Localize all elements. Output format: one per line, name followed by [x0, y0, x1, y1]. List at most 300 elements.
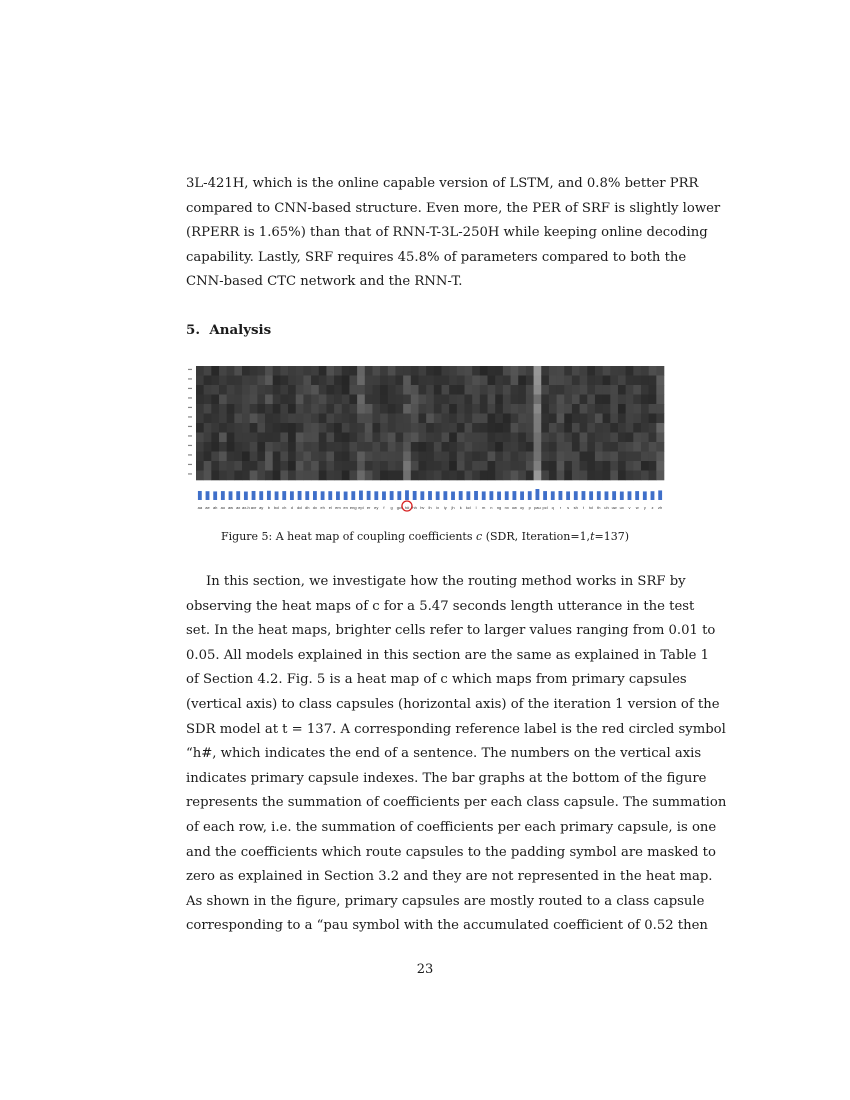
heatmap-cell	[572, 385, 580, 395]
heatmap-cell	[503, 366, 511, 376]
text-line: (vertical axis) to class capsules (horizontal axis) of the iteration 1 version of the	[186, 696, 720, 712]
text-line: In this section, we investigate how the routing method works in SRF by	[206, 574, 686, 589]
heatmap-cell	[610, 452, 618, 462]
heatmap-cell	[641, 452, 649, 462]
sum-bar	[466, 491, 470, 500]
heatmap-cell	[388, 366, 396, 376]
heatmap-cell	[349, 461, 357, 471]
heatmap-cell	[534, 423, 542, 433]
text-line: (RPERR is 1.65%) than that of RNN-T-3L-250H while keeping online decoding	[186, 225, 708, 241]
heatmap-cell	[388, 376, 396, 386]
heatmap-cell	[303, 433, 311, 443]
heatmap-cell	[633, 366, 641, 376]
sum-bars	[198, 489, 662, 500]
heatmap-cell	[196, 385, 204, 395]
heatmap-cell	[488, 433, 496, 443]
sum-bar	[443, 491, 447, 500]
heatmap-cell	[319, 376, 327, 386]
sum-bar	[413, 491, 417, 500]
heatmap-cell	[610, 376, 618, 386]
heatmap-cell	[603, 414, 611, 424]
x-tick-label: bcl	[273, 505, 280, 510]
x-tick-label: dcl	[297, 505, 303, 510]
heatmap-cell	[288, 376, 296, 386]
sum-bar	[351, 491, 355, 500]
heatmap-cell	[603, 461, 611, 471]
sum-bar	[559, 491, 563, 500]
heatmap-cell	[457, 385, 465, 395]
text-line: of Section 4.2. Fig. 5 is a heat map of c which maps from primary capsules	[186, 672, 687, 688]
heatmap-cell	[280, 471, 288, 481]
heatmap-cell	[518, 423, 526, 433]
heatmap-cell	[480, 442, 488, 452]
heatmap-cell	[326, 376, 334, 386]
heatmap-cell	[296, 414, 304, 424]
heatmap-cell	[380, 461, 388, 471]
heatmap-cell	[649, 395, 657, 405]
heatmap-cell	[541, 414, 549, 424]
heatmap-cell	[480, 423, 488, 433]
heatmap-cell	[488, 404, 496, 414]
sum-bar	[612, 491, 616, 500]
heatmap-cell	[434, 395, 442, 405]
heatmap-cell	[449, 433, 457, 443]
heatmap-cell	[633, 423, 641, 433]
heatmap-cell	[457, 414, 465, 424]
heatmap-cell	[204, 376, 212, 386]
heatmap-cell	[296, 404, 304, 414]
heatmap-cell	[204, 385, 212, 395]
x-tick-label: gcl	[396, 505, 402, 510]
heatmap-cell	[365, 452, 373, 462]
sum-bar	[620, 492, 624, 500]
heatmap-cell	[610, 442, 618, 452]
heatmap-cell	[618, 423, 626, 433]
heatmap-cell	[495, 471, 503, 481]
sum-bar	[543, 491, 547, 500]
heatmap-cell	[442, 442, 450, 452]
sum-bar	[459, 491, 463, 500]
heatmap-cell	[534, 376, 542, 386]
heatmap-cell	[311, 471, 319, 481]
heatmap-cell	[418, 385, 426, 395]
heatmap-cell	[557, 461, 565, 471]
heatmap-cell	[426, 385, 434, 395]
text-line: observing the heat maps of c for a 5.47 seconds length utterance in the test	[186, 598, 695, 614]
heatmap-cell	[495, 452, 503, 462]
heatmap-cell	[288, 471, 296, 481]
heatmap-cell	[633, 385, 641, 395]
heatmap-cell	[457, 471, 465, 481]
sum-bar	[229, 491, 233, 500]
heatmap-cell	[641, 414, 649, 424]
caption-prefix: Figure 5: A heat map of coupling coefficients	[221, 530, 473, 543]
heatmap-cell	[296, 461, 304, 471]
heatmap-cell	[196, 433, 204, 443]
x-tick-label: pau	[534, 505, 541, 510]
row-label-mark	[188, 397, 192, 398]
heatmap-cell	[610, 433, 618, 443]
heatmap-cell	[495, 423, 503, 433]
heatmap-cell	[219, 452, 227, 462]
section-heading	[186, 322, 271, 338]
heatmap-cell	[357, 433, 365, 443]
heatmap-cell	[610, 461, 618, 471]
heatmap-cell	[649, 385, 657, 395]
heatmap-cell	[411, 414, 419, 424]
heatmap-cell	[357, 376, 365, 386]
x-tick-label: b	[267, 505, 271, 510]
heatmap-cell	[211, 433, 219, 443]
heatmap-cell	[426, 376, 434, 386]
sum-bar	[605, 491, 609, 500]
heatmap-cell	[442, 385, 450, 395]
heatmap-cell	[211, 404, 219, 414]
heatmap-cell	[557, 366, 565, 376]
heatmap-cell	[426, 471, 434, 481]
heatmap-cell	[265, 452, 273, 462]
heatmap-cell	[334, 423, 342, 433]
heatmap-cell	[549, 414, 557, 424]
heatmap-cell	[227, 452, 235, 462]
heatmap-cell	[204, 442, 212, 452]
heatmap-cell	[411, 433, 419, 443]
row-label-mark	[188, 388, 192, 389]
heatmap-cell	[319, 461, 327, 471]
heatmap-cell	[280, 414, 288, 424]
x-tick-label: q	[551, 505, 554, 510]
heatmap-cell	[649, 414, 657, 424]
heatmap-cell	[587, 385, 595, 395]
heatmap-cell	[273, 414, 281, 424]
heatmap-cell	[549, 395, 557, 405]
heatmap-cell	[334, 385, 342, 395]
heatmap-cell	[242, 376, 250, 386]
heatmap-cell	[564, 376, 572, 386]
heatmap-cell	[296, 452, 304, 462]
heatmap-cell	[349, 414, 357, 424]
heatmap-cell	[587, 414, 595, 424]
heatmap-cell	[288, 385, 296, 395]
heatmap-cell	[526, 376, 534, 386]
heatmap-cell	[388, 471, 396, 481]
heatmap-cell	[495, 404, 503, 414]
heatmap-cell	[488, 442, 496, 452]
heatmap-cell	[564, 433, 572, 443]
x-tick-label: ax-h	[241, 505, 250, 510]
heatmap-cell	[250, 414, 258, 424]
heatmap-cell	[434, 366, 442, 376]
heatmap-cell	[656, 385, 664, 395]
heatmap-cell	[380, 452, 388, 462]
heatmap-cell	[442, 471, 450, 481]
heatmap-cell	[518, 366, 526, 376]
heatmap-cell	[365, 471, 373, 481]
text-line: corresponding to a “pau symbol with the accumulated coefficient of 0.52 then	[186, 918, 708, 934]
heatmap-cell	[480, 452, 488, 462]
heatmap-cell	[641, 433, 649, 443]
heatmap-cell	[572, 366, 580, 376]
heatmap-cell	[534, 366, 542, 376]
heatmap-cell	[465, 452, 473, 462]
heatmap-cell	[495, 385, 503, 395]
sum-bar	[520, 491, 524, 500]
sum-bar	[221, 491, 225, 500]
x-tick-label: d	[290, 505, 294, 510]
heatmap-cell	[541, 471, 549, 481]
sum-bar	[497, 492, 501, 500]
heatmap-cell	[480, 385, 488, 395]
heatmap-cell	[319, 452, 327, 462]
x-tick-label: h#	[404, 505, 410, 510]
heatmap-cell	[595, 461, 603, 471]
heatmap-cell	[610, 395, 618, 405]
heatmap-cell	[580, 442, 588, 452]
heatmap-cell	[656, 404, 664, 414]
heatmap-cell	[442, 366, 450, 376]
heatmap-cell	[388, 385, 396, 395]
heatmap-cell	[656, 366, 664, 376]
heatmap-cell	[372, 404, 380, 414]
heatmap-cell	[603, 395, 611, 405]
heatmap-cell	[288, 461, 296, 471]
heatmap-cell	[580, 423, 588, 433]
heatmap-cell	[434, 471, 442, 481]
heatmap-cell	[442, 452, 450, 462]
heatmap-cell	[196, 471, 204, 481]
sum-bar	[505, 491, 509, 500]
heatmap-cell	[549, 442, 557, 452]
heatmap-cell	[418, 376, 426, 386]
heatmap-cell	[388, 414, 396, 424]
heatmap-cell	[257, 452, 265, 462]
heatmap-cell	[465, 442, 473, 452]
heatmap-cell	[411, 452, 419, 462]
sum-bar	[436, 491, 440, 500]
heatmap-cell	[442, 433, 450, 443]
text-line: of each row, i.e. the summation of coefficients per each primary capsule, is one	[186, 819, 717, 835]
heatmap-cell	[449, 414, 457, 424]
heatmap-cell	[334, 414, 342, 424]
heatmap-cell	[349, 433, 357, 443]
heatmap-cell	[564, 395, 572, 405]
heatmap-cell	[204, 366, 212, 376]
heatmap-cell	[480, 395, 488, 405]
heatmap-cell	[633, 471, 641, 481]
heatmap-cell	[495, 414, 503, 424]
heatmap-cell	[257, 423, 265, 433]
heatmap-cell	[288, 404, 296, 414]
heatmap-cell	[480, 433, 488, 443]
heatmap-cell	[204, 423, 212, 433]
heatmap-cell	[303, 404, 311, 414]
heatmap-cell	[587, 366, 595, 376]
x-tick-label: aa	[197, 505, 203, 510]
heatmap-cell	[465, 385, 473, 395]
heatmap-cell	[580, 376, 588, 386]
heatmap-cell	[626, 442, 634, 452]
heatmap-cell	[649, 471, 657, 481]
heatmap-cell	[557, 385, 565, 395]
heatmap-cell	[656, 442, 664, 452]
heatmap-cell	[311, 452, 319, 462]
heatmap-cell	[303, 452, 311, 462]
heatmap-cell	[557, 471, 565, 481]
heatmap-cell	[211, 376, 219, 386]
heatmap-cell	[434, 376, 442, 386]
x-tick-label: iy	[443, 505, 447, 510]
heatmap-cell	[380, 366, 388, 376]
heatmap-cell	[403, 423, 411, 433]
heatmap-cell	[434, 452, 442, 462]
text-line: “h#, which indicates the end of a sentence. The numbers on the vertical axis	[186, 746, 702, 762]
heatmap-cell	[326, 395, 334, 405]
sum-bar	[643, 491, 647, 500]
heatmap-cell	[572, 404, 580, 414]
x-tick-label: ng	[496, 505, 502, 510]
heatmap-cell	[488, 423, 496, 433]
x-tick-label: l	[475, 505, 477, 510]
heatmap-cell	[365, 366, 373, 376]
heatmap-cell	[595, 433, 603, 443]
heatmap-cell	[572, 395, 580, 405]
heatmap-cell	[603, 452, 611, 462]
heatmap-cell	[403, 366, 411, 376]
heatmap-cell	[626, 423, 634, 433]
heatmap-cell	[541, 452, 549, 462]
heatmap-cell	[342, 404, 350, 414]
heatmap-cell	[342, 433, 350, 443]
text-line: and the coefficients which route capsules to the padding symbol are masked to	[186, 844, 716, 860]
heatmap-cell	[204, 461, 212, 471]
heatmap-cell	[196, 414, 204, 424]
section-number: 5.	[186, 322, 200, 338]
heatmap-cell	[326, 385, 334, 395]
heatmap-cell	[472, 385, 480, 395]
heatmap-cell	[618, 442, 626, 452]
heatmap-cell	[426, 423, 434, 433]
heatmap-cell	[326, 471, 334, 481]
sum-bar	[328, 491, 332, 500]
heatmap-cell	[395, 461, 403, 471]
heatmap-cell	[472, 471, 480, 481]
heatmap-cell	[342, 414, 350, 424]
heatmap-cell	[211, 395, 219, 405]
heatmap-cell	[234, 433, 242, 443]
heatmap-cell	[603, 433, 611, 443]
sum-bar	[344, 492, 348, 500]
heatmap-cell	[334, 404, 342, 414]
heatmap-cell	[564, 461, 572, 471]
heatmap-cell	[211, 442, 219, 452]
heatmap-cell	[395, 376, 403, 386]
heatmap-cell	[219, 376, 227, 386]
heatmap-cell	[457, 376, 465, 386]
x-tick-label: kcl	[465, 505, 471, 510]
x-tick-label: ux	[619, 505, 624, 510]
heatmap-cell	[365, 423, 373, 433]
heatmap-cell	[303, 395, 311, 405]
heatmap-cell	[196, 461, 204, 471]
heatmap-cell	[526, 433, 534, 443]
x-tick-label: ah	[212, 505, 218, 510]
heatmap-cell	[257, 395, 265, 405]
heatmap-cell	[204, 395, 212, 405]
sum-bar	[305, 491, 309, 500]
heatmap-cell	[257, 461, 265, 471]
heatmap-cell	[633, 395, 641, 405]
heatmap-cell	[372, 442, 380, 452]
heatmap-cell	[273, 404, 281, 414]
heatmap-cell	[503, 452, 511, 462]
heatmap-cell	[403, 471, 411, 481]
heatmap-cell	[649, 442, 657, 452]
heatmap-cell	[495, 366, 503, 376]
heatmap-cell	[349, 385, 357, 395]
heatmap-cell	[488, 376, 496, 386]
heatmap-cell	[265, 404, 273, 414]
heatmap-cell	[580, 395, 588, 405]
heatmap-cell	[633, 442, 641, 452]
paragraph-results	[186, 172, 721, 295]
sum-bar	[282, 491, 286, 500]
heatmap-cell	[388, 395, 396, 405]
heatmap-cell	[211, 452, 219, 462]
heatmap-cell	[234, 471, 242, 481]
heatmap-cell	[465, 376, 473, 386]
heatmap-cell	[418, 366, 426, 376]
heatmap-cell	[618, 461, 626, 471]
heatmap-cell	[641, 461, 649, 471]
heatmap-cell	[273, 366, 281, 376]
heatmap-cell	[280, 442, 288, 452]
row-label-mark	[188, 454, 192, 455]
heatmap-cell	[418, 414, 426, 424]
x-tick-label: dx	[312, 505, 318, 510]
heat-cells	[196, 366, 664, 480]
x-tick-labels	[198, 505, 663, 510]
heatmap-cell	[204, 471, 212, 481]
heatmap-cell	[273, 395, 281, 405]
heatmap-cell	[334, 461, 342, 471]
row-label-mark	[188, 435, 192, 436]
heatmap-cell	[288, 423, 296, 433]
heatmap-cell	[349, 366, 357, 376]
heatmap-cell	[250, 366, 258, 376]
heatmap-cell	[334, 442, 342, 452]
heatmap-cell	[649, 376, 657, 386]
heatmap-cell	[549, 385, 557, 395]
heatmap-cell	[580, 404, 588, 414]
heatmap-cell	[511, 395, 519, 405]
heatmap-cell	[418, 442, 426, 452]
heatmap-cell	[457, 433, 465, 443]
heatmap-cell	[595, 395, 603, 405]
heatmap-cell	[219, 433, 227, 443]
heatmap-cell	[303, 376, 311, 386]
heatmap-cell	[250, 404, 258, 414]
heatmap-cell	[511, 404, 519, 414]
sum-bar	[290, 491, 294, 500]
heatmap-cell	[503, 461, 511, 471]
heatmap-cell	[587, 442, 595, 452]
heatmap-cell	[265, 366, 273, 376]
heatmap-cell	[380, 423, 388, 433]
heatmap-cell	[273, 385, 281, 395]
heatmap-cell	[526, 452, 534, 462]
row-label-mark	[188, 426, 192, 427]
heatmap-cell	[595, 414, 603, 424]
